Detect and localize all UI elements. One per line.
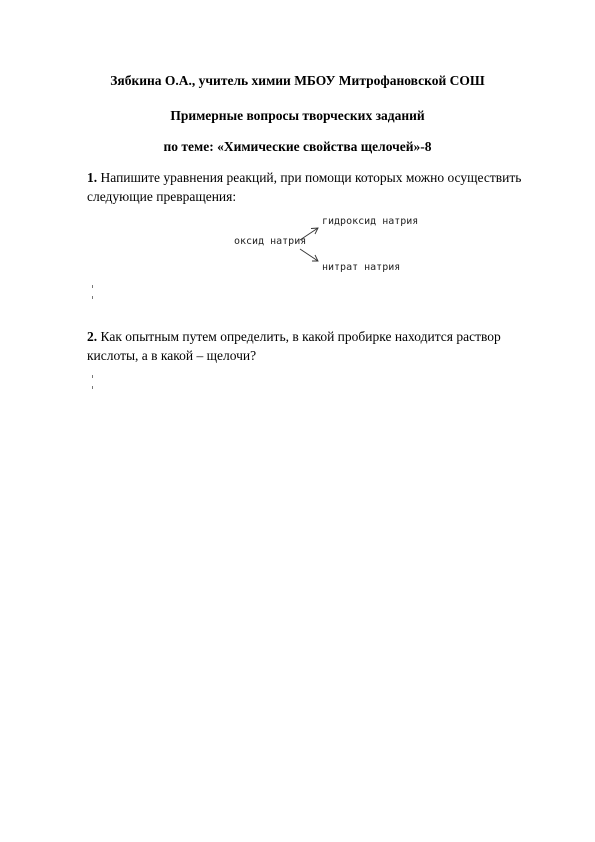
arrow-down-line bbox=[300, 249, 318, 261]
faint-mark bbox=[92, 296, 93, 299]
faint-mark bbox=[92, 285, 93, 288]
question-1-line-1: Напишите уравнения реакций, при помощи которых можно осуществить bbox=[97, 170, 522, 185]
question-2-number: 2. bbox=[87, 329, 98, 344]
document-subtitle: по теме: «Химические свойства щелочей»-8 bbox=[163, 139, 432, 154]
scheme-target-sodium-hydroxide: гидроксид натрия bbox=[322, 216, 419, 227]
faint-mark bbox=[92, 375, 93, 378]
arrow-up-head bbox=[311, 228, 318, 234]
document-title: Примерные вопросы творческих заданий bbox=[170, 108, 425, 123]
arrow-down-head bbox=[312, 255, 318, 261]
faint-mark bbox=[92, 386, 93, 389]
question-2-line-2: кислоты, а в какой – щелочи? bbox=[87, 348, 257, 363]
scheme-target-sodium-nitrate: нитрат натрия bbox=[322, 262, 401, 273]
question-2-line-1: Как опытным путем определить, в какой пробирке находится раствор bbox=[97, 329, 501, 344]
author-line: Зябкина О.А., учитель химии МБОУ Митрофановской СОШ bbox=[110, 73, 485, 88]
question-1-number: 1. bbox=[87, 170, 98, 185]
question-1-text bbox=[87, 170, 521, 186]
scheme-source-sodium-oxide: оксид натрия bbox=[234, 236, 307, 247]
question-1-line-2: следующие превращения: bbox=[87, 189, 237, 204]
question-2-text bbox=[87, 329, 501, 345]
